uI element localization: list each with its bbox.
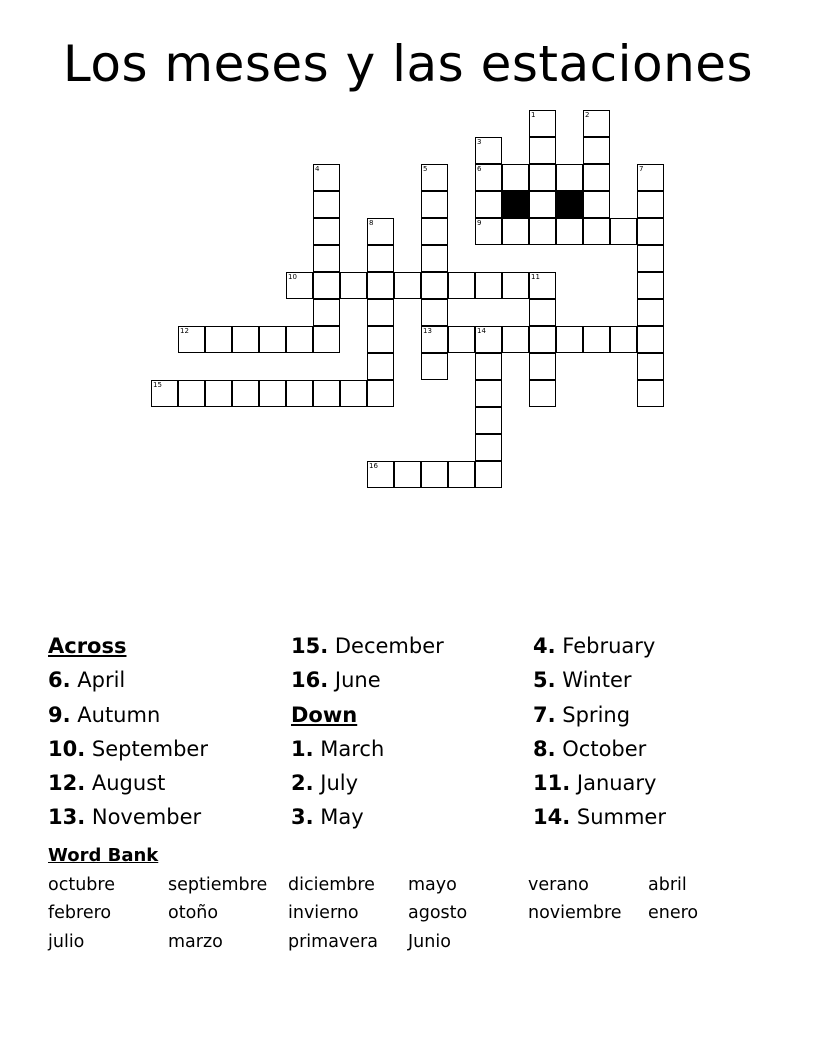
grid-cell[interactable]: [529, 110, 556, 137]
clue-number: 1: [531, 111, 536, 119]
clue-item: [48, 732, 288, 766]
grid-cell[interactable]: [367, 245, 394, 272]
grid-cell[interactable]: [313, 272, 340, 299]
word-bank-item: enero: [648, 903, 699, 923]
grid-cell[interactable]: [583, 218, 610, 245]
grid-cell[interactable]: [475, 191, 502, 218]
grid-cell[interactable]: [583, 110, 610, 137]
word-bank-item: septiembre: [168, 875, 268, 895]
grid-cell[interactable]: [367, 218, 394, 245]
grid-cell[interactable]: [313, 191, 340, 218]
grid-cell[interactable]: [475, 461, 502, 488]
grid-cell[interactable]: [637, 299, 664, 326]
grid-cell[interactable]: [313, 299, 340, 326]
grid-cell[interactable]: [286, 326, 313, 353]
grid-cell[interactable]: [151, 380, 178, 407]
word-bank-item: otoño: [168, 903, 219, 923]
grid-cell[interactable]: [583, 164, 610, 191]
grid-cell[interactable]: [421, 461, 448, 488]
clue-text: November: [85, 805, 202, 830]
grid-cell[interactable]: [205, 326, 232, 353]
grid-cell[interactable]: [421, 326, 448, 353]
clue-text: March: [313, 736, 385, 761]
grid-cell[interactable]: [313, 164, 340, 191]
clue-number: 4: [315, 165, 320, 173]
grid-cell[interactable]: [637, 326, 664, 353]
clue-number-label: 9.: [48, 702, 71, 727]
clue-number-label: 5.: [533, 668, 556, 693]
grid-cell[interactable]: [529, 272, 556, 299]
grid-cell[interactable]: [475, 434, 502, 461]
clue-text: April: [70, 668, 126, 693]
grid-cell[interactable]: [313, 245, 340, 272]
grid-cell[interactable]: [367, 326, 394, 353]
grid-cell[interactable]: [421, 164, 448, 191]
grid-cell[interactable]: [637, 380, 664, 407]
clue-text: August: [85, 771, 166, 796]
clue-number: 14: [477, 327, 486, 335]
grid-cell[interactable]: [313, 218, 340, 245]
grid-cell[interactable]: [475, 407, 502, 434]
clue-item: [48, 800, 288, 834]
grid-cell[interactable]: [475, 137, 502, 164]
grid-cell[interactable]: [232, 380, 259, 407]
grid-cell[interactable]: [394, 272, 421, 299]
clue-number: 6: [477, 165, 482, 173]
word-bank-title: Word Bank: [48, 845, 159, 866]
clue-number-label: 12.: [48, 771, 86, 796]
grid-cell[interactable]: [610, 218, 637, 245]
grid-cell[interactable]: [502, 326, 529, 353]
grid-cell[interactable]: [205, 380, 232, 407]
word-bank-item: julio: [48, 932, 85, 952]
clue-number: 13: [423, 327, 432, 335]
grid-cell[interactable]: [421, 245, 448, 272]
word-bank-item: diciembre: [288, 875, 375, 895]
word-bank-item: verano: [528, 875, 589, 895]
word-bank-item: octubre: [48, 875, 115, 895]
clue-text: May: [313, 805, 364, 830]
clues-column-1: [48, 629, 288, 835]
grid-cell[interactable]: [583, 191, 610, 218]
clue-number-label: 10.: [48, 736, 86, 761]
clue-text: Spring: [555, 702, 631, 727]
grid-cell[interactable]: [637, 218, 664, 245]
clue-number: 11: [531, 273, 540, 281]
clue-item: [48, 766, 288, 800]
clue-number: 7: [639, 165, 644, 173]
clues-column-2: [291, 629, 531, 835]
clue-number: 15: [153, 381, 162, 389]
word-bank-item: Junio: [408, 932, 451, 952]
grid-cell[interactable]: [556, 218, 583, 245]
across-heading: Across: [48, 634, 127, 658]
grid-cell[interactable]: [556, 326, 583, 353]
clue-number-label: 1.: [291, 736, 314, 761]
grid-cell[interactable]: [475, 326, 502, 353]
grid-cell[interactable]: [583, 137, 610, 164]
clue-item: [533, 663, 773, 697]
clue-item: [48, 698, 288, 732]
clue-text: December: [328, 634, 444, 658]
grid-cell[interactable]: [475, 218, 502, 245]
word-bank-item: marzo: [168, 932, 223, 952]
grid-cell[interactable]: [394, 461, 421, 488]
grid-cell[interactable]: [529, 380, 556, 407]
grid-cell[interactable]: [529, 326, 556, 353]
grid-cell[interactable]: [340, 272, 367, 299]
grid-cell[interactable]: [637, 353, 664, 380]
clue-number-label: 4.: [533, 634, 556, 658]
clue-number: 10: [288, 273, 297, 281]
grid-cell[interactable]: [421, 191, 448, 218]
grid-cell[interactable]: [367, 461, 394, 488]
clue-number-label: 3.: [291, 805, 314, 830]
clue-text: Winter: [555, 668, 632, 693]
grid-cell[interactable]: [529, 164, 556, 191]
clue-text: February: [555, 634, 656, 658]
crossword-grid: [0, 0, 816, 520]
clue-text: Summer: [570, 805, 666, 830]
word-bank-item: abril: [648, 875, 687, 895]
grid-cell[interactable]: [286, 272, 313, 299]
word-bank-item: agosto: [408, 903, 468, 923]
clue-number-label: 8.: [533, 736, 556, 761]
word-bank-item: mayo: [408, 875, 457, 895]
clue-item: [533, 629, 773, 663]
clue-item: [291, 732, 531, 766]
clue-text: July: [313, 771, 359, 796]
black-cell: [556, 191, 583, 218]
grid-cell[interactable]: [448, 461, 475, 488]
clue-text: June: [328, 668, 381, 693]
grid-cell[interactable]: [475, 272, 502, 299]
grid-cell[interactable]: [232, 326, 259, 353]
grid-cell[interactable]: [259, 326, 286, 353]
clue-number: 9: [477, 219, 482, 227]
grid-cell[interactable]: [529, 191, 556, 218]
grid-cell[interactable]: [475, 380, 502, 407]
clue-number-label: 14.: [533, 805, 571, 830]
clue-item: [533, 766, 773, 800]
grid-cell[interactable]: [313, 380, 340, 407]
black-cell: [502, 191, 529, 218]
grid-cell[interactable]: [421, 272, 448, 299]
puzzle-title: Los meses y las estaciones: [62, 35, 754, 93]
clue-number-label: 16.: [291, 668, 329, 693]
clue-item: [291, 800, 531, 834]
clues-column-3: [533, 629, 773, 835]
grid-cell[interactable]: [367, 272, 394, 299]
grid-cell[interactable]: [583, 326, 610, 353]
clue-number-label: 6.: [48, 668, 71, 693]
grid-cell[interactable]: [259, 380, 286, 407]
clue-number-label: 7.: [533, 702, 556, 727]
clue-number-label: 15.: [291, 634, 329, 658]
clue-item: [533, 732, 773, 766]
clue-item: [291, 766, 531, 800]
word-bank-item: febrero: [48, 903, 112, 923]
grid-cell[interactable]: [502, 218, 529, 245]
grid-cell[interactable]: [313, 326, 340, 353]
grid-cell[interactable]: [475, 353, 502, 380]
clue-number: 12: [180, 327, 189, 335]
grid-cell[interactable]: [637, 191, 664, 218]
clue-item: [291, 663, 531, 697]
clue-item: [533, 800, 773, 834]
word-bank-item: primavera: [288, 932, 378, 952]
grid-cell[interactable]: [178, 326, 205, 353]
grid-cell[interactable]: [178, 380, 205, 407]
clue-item: [48, 663, 288, 697]
clue-number-label: 2.: [291, 771, 314, 796]
grid-cell[interactable]: [502, 164, 529, 191]
grid-cell[interactable]: [421, 353, 448, 380]
word-bank-item: noviembre: [528, 903, 622, 923]
grid-cell[interactable]: [529, 299, 556, 326]
grid-cell[interactable]: [610, 326, 637, 353]
clue-number: 5: [423, 165, 428, 173]
grid-cell[interactable]: [637, 272, 664, 299]
clue-text: January: [570, 771, 657, 796]
clue-text: October: [555, 736, 647, 761]
grid-cell[interactable]: [367, 353, 394, 380]
grid-cell[interactable]: [529, 137, 556, 164]
clue-item: [533, 698, 773, 732]
grid-cell[interactable]: [529, 353, 556, 380]
clue-number-label: 13.: [48, 805, 86, 830]
clue-text: September: [85, 736, 208, 761]
clue-number: 3: [477, 138, 482, 146]
clue-number: 16: [369, 462, 378, 470]
grid-cell[interactable]: [448, 272, 475, 299]
clue-number-label: 11.: [533, 771, 571, 796]
grid-cell[interactable]: [475, 164, 502, 191]
grid-cell[interactable]: [556, 164, 583, 191]
down-heading: Down: [291, 702, 358, 727]
grid-cell[interactable]: [367, 380, 394, 407]
grid-cell[interactable]: [529, 218, 556, 245]
grid-cell[interactable]: [502, 272, 529, 299]
clue-number: 2: [585, 111, 590, 119]
grid-cell[interactable]: [637, 164, 664, 191]
word-bank-item: invierno: [288, 903, 359, 923]
grid-cell[interactable]: [340, 380, 367, 407]
clue-item: [291, 629, 531, 663]
grid-cell[interactable]: [448, 326, 475, 353]
grid-cell[interactable]: [286, 380, 313, 407]
clue-text: Autumn: [70, 702, 161, 727]
grid-cell[interactable]: [421, 299, 448, 326]
grid-cell[interactable]: [637, 245, 664, 272]
grid-cell[interactable]: [367, 299, 394, 326]
grid-cell[interactable]: [421, 218, 448, 245]
clue-number: 8: [369, 219, 374, 227]
